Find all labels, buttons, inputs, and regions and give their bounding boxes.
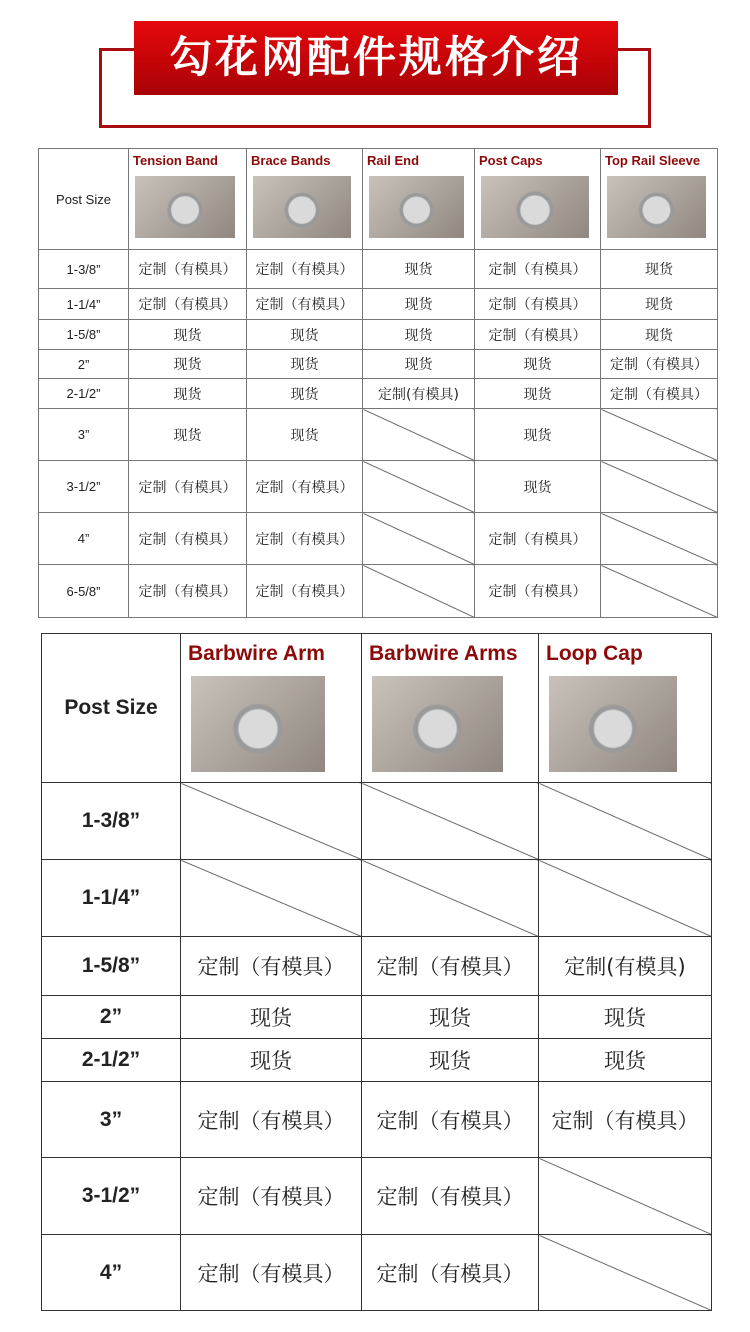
availability-cell: 定制（有模具） [362,1235,539,1311]
product-name: Brace Bands [251,153,331,168]
table-row [42,783,712,860]
table-row [39,320,718,350]
availability-cell: 现货 [247,350,363,379]
not-available-cell [181,860,362,937]
not-available-cell [601,461,718,513]
post-size-cell: 4” [39,513,129,565]
product-name: Loop Cap [546,642,643,665]
post-size-cell: 3-1/2” [39,461,129,513]
availability-cell: 现货 [539,996,712,1039]
availability-cell: 定制（有模具） [247,513,363,565]
post-size-cell: 1-5/8” [42,937,181,996]
not-available-cell [363,513,475,565]
availability-cell: 定制（有模具） [129,250,247,289]
table-row [39,379,718,409]
post-size-cell: 2-1/2” [42,1039,181,1082]
availability-cell: 定制（有模具） [362,937,539,996]
availability-cell: 现货 [363,350,475,379]
spec-table-1 [38,148,718,618]
product-photo [372,676,503,772]
availability-cell: 定制（有模具） [475,565,601,618]
post-size-cell: 3-1/2” [42,1158,181,1235]
table-row [42,860,712,937]
availability-cell: 现货 [475,461,601,513]
availability-cell: 定制（有模具） [247,289,363,320]
table-row [42,1082,712,1158]
availability-cell: 定制（有模具） [129,513,247,565]
product-photo [549,676,677,772]
availability-cell: 现货 [475,350,601,379]
availability-cell: 现货 [601,250,718,289]
availability-cell: 现货 [181,1039,362,1082]
product-header [601,149,718,250]
product-photo [135,176,235,238]
table-row [42,1039,712,1082]
product-header [129,149,247,250]
availability-cell: 定制（有模具） [181,1082,362,1158]
not-available-cell [363,565,475,618]
product-header [475,149,601,250]
page-title: 勾花网配件规格介绍 [134,21,618,95]
not-available-cell [362,783,539,860]
availability-cell: 定制（有模具） [475,250,601,289]
product-photo [481,176,589,238]
product-name: Barbwire Arms [369,642,518,665]
availability-cell: 现货 [129,409,247,461]
availability-cell: 定制(有模具) [363,379,475,409]
not-available-cell [181,783,362,860]
spec-table-2 [41,633,712,1311]
availability-cell: 定制（有模具） [129,565,247,618]
not-available-cell [363,409,475,461]
product-name: Post Caps [479,153,543,168]
table-row [39,350,718,379]
table-row [39,513,718,565]
post-size-header: Post Size [39,149,129,250]
availability-cell: 定制（有模具） [181,937,362,996]
table-row [39,461,718,513]
availability-cell: 现货 [362,1039,539,1082]
post-size-cell: 1-3/8” [39,250,129,289]
not-available-cell [363,461,475,513]
availability-cell: 现货 [475,379,601,409]
product-photo [191,676,325,772]
availability-cell: 现货 [539,1039,712,1082]
availability-cell: 现货 [363,250,475,289]
product-photo [253,176,351,238]
availability-cell: 现货 [247,379,363,409]
post-size-cell: 2” [39,350,129,379]
product-header [247,149,363,250]
availability-cell: 定制（有模具） [129,289,247,320]
post-size-cell: 3” [42,1082,181,1158]
table-row [42,1158,712,1235]
product-name: Rail End [367,153,420,168]
product-photo [369,176,464,238]
availability-cell: 定制（有模具） [247,250,363,289]
post-size-header: Post Size [42,634,181,783]
table-row [39,409,718,461]
table-row [39,250,718,289]
product-name: Tension Band [133,153,218,168]
table-row [39,289,718,320]
not-available-cell [539,860,712,937]
product-header [363,149,475,250]
availability-cell: 现货 [363,320,475,350]
availability-cell: 现货 [475,409,601,461]
post-size-cell: 1-3/8” [42,783,181,860]
availability-cell: 定制（有模具） [247,461,363,513]
availability-cell: 现货 [363,289,475,320]
post-size-cell: 1-1/4” [39,289,129,320]
availability-cell: 定制（有模具） [601,350,718,379]
post-size-cell: 1-5/8” [39,320,129,350]
availability-cell: 定制（有模具） [475,289,601,320]
availability-cell: 现货 [181,996,362,1039]
availability-cell: 现货 [247,320,363,350]
availability-cell: 定制（有模具） [362,1158,539,1235]
availability-cell: 定制（有模具） [475,320,601,350]
availability-cell: 定制（有模具） [362,1082,539,1158]
not-available-cell [601,513,718,565]
availability-cell: 现货 [129,320,247,350]
post-size-cell: 3” [39,409,129,461]
post-size-cell: 6-5/8” [39,565,129,618]
availability-cell: 定制（有模具） [601,379,718,409]
availability-cell: 定制（有模具） [539,1082,712,1158]
post-size-cell: 4” [42,1235,181,1311]
product-header [539,634,712,783]
product-photo [607,176,706,238]
availability-cell: 定制（有模具） [247,565,363,618]
table-row [42,996,712,1039]
post-size-cell: 1-1/4” [42,860,181,937]
table-row [39,565,718,618]
availability-cell: 定制（有模具） [129,461,247,513]
table-row [42,937,712,996]
post-size-cell: 2” [42,996,181,1039]
not-available-cell [362,860,539,937]
not-available-cell [539,1235,712,1311]
availability-cell: 定制(有模具) [539,937,712,996]
availability-cell: 现货 [362,996,539,1039]
availability-cell: 现货 [247,409,363,461]
availability-cell: 定制（有模具） [181,1158,362,1235]
availability-cell: 现货 [601,289,718,320]
availability-cell: 现货 [601,320,718,350]
product-header [181,634,362,783]
product-name: Top Rail Sleeve [605,153,701,168]
not-available-cell [601,565,718,618]
not-available-cell [539,1158,712,1235]
product-header [362,634,539,783]
availability-cell: 定制（有模具） [181,1235,362,1311]
availability-cell: 定制（有模具） [475,513,601,565]
availability-cell: 现货 [129,379,247,409]
availability-cell: 现货 [129,350,247,379]
not-available-cell [539,783,712,860]
post-size-cell: 2-1/2” [39,379,129,409]
product-name: Barbwire Arm [188,642,325,665]
header-row [42,634,712,783]
not-available-cell [601,409,718,461]
table-row [42,1235,712,1311]
header-row [39,149,718,250]
